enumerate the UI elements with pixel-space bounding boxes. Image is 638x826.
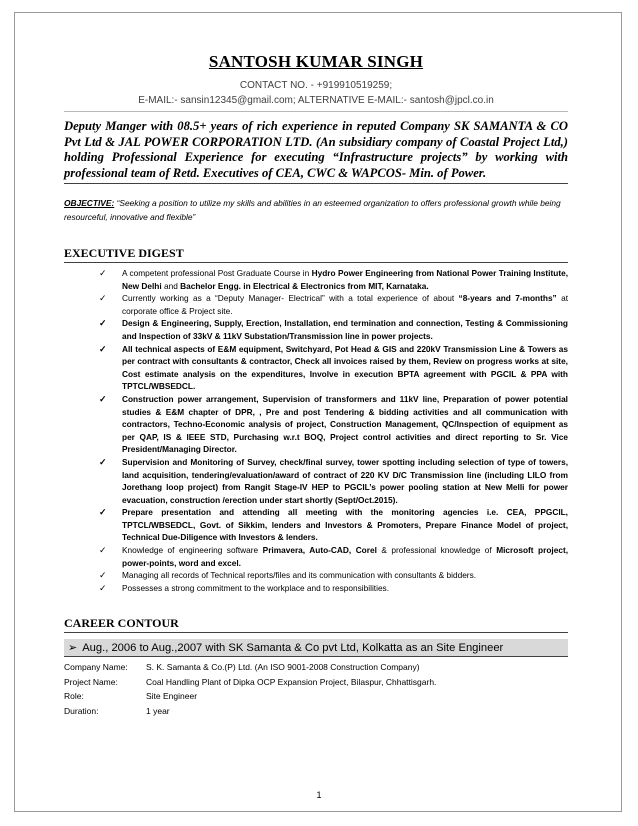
item-bold-text: “8-years and 7-months”	[458, 293, 557, 304]
item-text: at corporate office & Project site.	[122, 293, 568, 316]
item-text: and	[161, 280, 181, 291]
checkmark-icon: ✓	[99, 582, 107, 593]
item-text: Construction power arrangement, Supervision of transformers and 11kV line, Preparation of power potential studies & E&M chapter of DPR, , Pre and post Tendering & bidding activities and all communication with contractors, Techno-Economic analysis of project, Construction Management, QC/Inspection of equipment as per QAP, IS & IEEE STD, Purchasing w.r.t BOQ, Project control activities and direct reporting to Sr. Vice President/Managing Director.	[122, 393, 568, 455]
checkmark-icon: ✓	[99, 545, 107, 556]
objective	[64, 196, 568, 224]
job-details	[64, 660, 436, 718]
checkmark-icon: ✓	[99, 293, 107, 304]
item-text: Currently working as a “Deputy Manager- Electrical” with a total experience of about	[122, 293, 459, 304]
profile-headline: Deputy Manger with 08.5+ years of rich experience in reputed Company SK SAMANTA & CO Pvt Ltd & JAL POWER CORPORATION LTD. (An subsidiary company of Coastal Project Ltd,) holding Professional Experience for executing “Infrastructure projects” by working with professional team of Retd. Executives of CEA, CWC & WAPCOS- Min. of Power.	[64, 119, 568, 184]
candidate-name: SANTOSH KUMAR SINGH	[208, 52, 424, 71]
detail-label: Duration:	[64, 705, 99, 716]
list-item	[64, 506, 568, 544]
header-divider	[64, 111, 568, 112]
page-number: 1	[316, 790, 322, 800]
checkmark-icon: ✓	[99, 343, 107, 354]
detail-value: Site Engineer	[146, 691, 198, 702]
objective-text: “Seeking a position to utilize my skills and abilities in an esteemed organization to offers professional growth while being resourceful, innovative and flexible”	[64, 198, 561, 222]
checkmark-icon: ✓	[99, 570, 107, 581]
item-bold-text: Microsoft project, power-points, word and excel.	[122, 545, 569, 568]
checkmark-icon: ✓	[99, 393, 107, 404]
checkmark-icon: ✓	[99, 318, 107, 329]
email-line: E-MAIL:- sansin12345@gmail.com; ALTERNATIVE E-MAIL:- santosh@jpcl.co.in	[138, 95, 494, 106]
item-text: & professional knowledge of	[376, 545, 497, 556]
detail-label: Company Name:	[64, 662, 128, 673]
item-text: Managing all records of Technical reports/files and its communication with consultants & bidders.	[122, 570, 477, 581]
executive-digest-list	[64, 267, 568, 594]
table-row	[64, 675, 436, 690]
item-text: Possesses a strong commitment to the workplace and to responsibilities.	[122, 582, 390, 593]
detail-value: Coal Handling Plant of Dipka OCP Expansion Project, Bilaspur, Chhattisgarh.	[146, 676, 437, 687]
job-title-bar	[64, 639, 568, 657]
checkmark-icon: ✓	[99, 507, 107, 518]
table-row	[64, 660, 436, 675]
item-text: Supervision and Monitoring of Survey, check/final survey, tower spotting including selection of type of towers, land acquisition, tendering/evaluation/award of contract of 220 KV D/C Transmission line (including LILO from Jorethang loop project) from Rangit Stage-IV HEP to PGCIL’s power pooling station at New Melli for power evacuation, construction /erection under start shortly (Sept/Oct.2015).	[122, 456, 568, 505]
resume-content	[64, 52, 568, 718]
item-bold-text: Hydro Power Engineering from National Power Training Institute, New Delhi	[122, 268, 568, 291]
list-item	[64, 292, 568, 317]
list-item	[64, 393, 568, 456]
list-item	[64, 343, 568, 393]
list-item	[64, 456, 568, 506]
executive-digest-title: EXECUTIVE DIGEST	[64, 246, 568, 263]
item-bold-text: Bachelor Engg. in Electrical & Electronics from MIT, Karnataka.	[180, 280, 429, 291]
item-text: Design & Engineering, Supply, Erection, Installation, end termination and connection, Testing & Commissioning and Inspection of 33kV & 11kV Substation/Transmission line in power projects.	[122, 318, 568, 341]
item-text: Prepare presentation and attending all meeting with the monitoring agencies i.e. CEA, PPGCIL, TPTCL/WBSEDCL, Govt. of Sikkim, lenders and Investors & Promoters, Prepare Finance Model of project, Technical Due-Diligence with Investors & lenders.	[122, 507, 568, 543]
table-row	[64, 704, 436, 719]
detail-label: Project Name:	[64, 676, 118, 687]
detail-value: 1 year	[146, 705, 170, 716]
checkmark-icon: ✓	[99, 456, 107, 467]
objective-label: OBJECTIVE:	[64, 198, 115, 208]
list-item	[64, 569, 568, 582]
item-text: Knowledge of engineering software	[122, 545, 263, 556]
list-item	[64, 267, 568, 292]
item-text: A competent professional Post Graduate Course in	[122, 268, 312, 278]
checkmark-icon: ✓	[99, 268, 107, 278]
contact-number: CONTACT NO. - +919910519259;	[239, 80, 393, 91]
list-item	[64, 582, 568, 595]
detail-value: S. K. Samanta & Co.(P) Ltd. (An ISO 9001-2008 Construction Company)	[146, 662, 420, 673]
table-row	[64, 689, 436, 704]
arrow-bullet-icon: ➢	[68, 642, 78, 655]
career-contour-title: CAREER CONTOUR	[64, 616, 568, 633]
list-item	[64, 544, 568, 569]
job-title: Aug., 2006 to Aug.,2007 with SK Samanta & Co pvt Ltd, Kolkatta as an Site Engineer	[82, 642, 504, 655]
item-bold-text: Primavera, Auto-CAD, Corel	[262, 545, 377, 556]
item-text: All technical aspects of E&M equipment, Switchyard, Pot Head & GIS and 220kV Transmission Line & Towers as per contract with consultants & contractor, Check all invoices raised by them, Review on progress works at site, Cost estimate analysis on the expenditures, Involve in execution BPTA agreement with PGCIL & PPA with TPTCL/WBSEDCL.	[122, 343, 568, 392]
detail-label: Role:	[64, 691, 84, 702]
list-item	[64, 317, 568, 342]
